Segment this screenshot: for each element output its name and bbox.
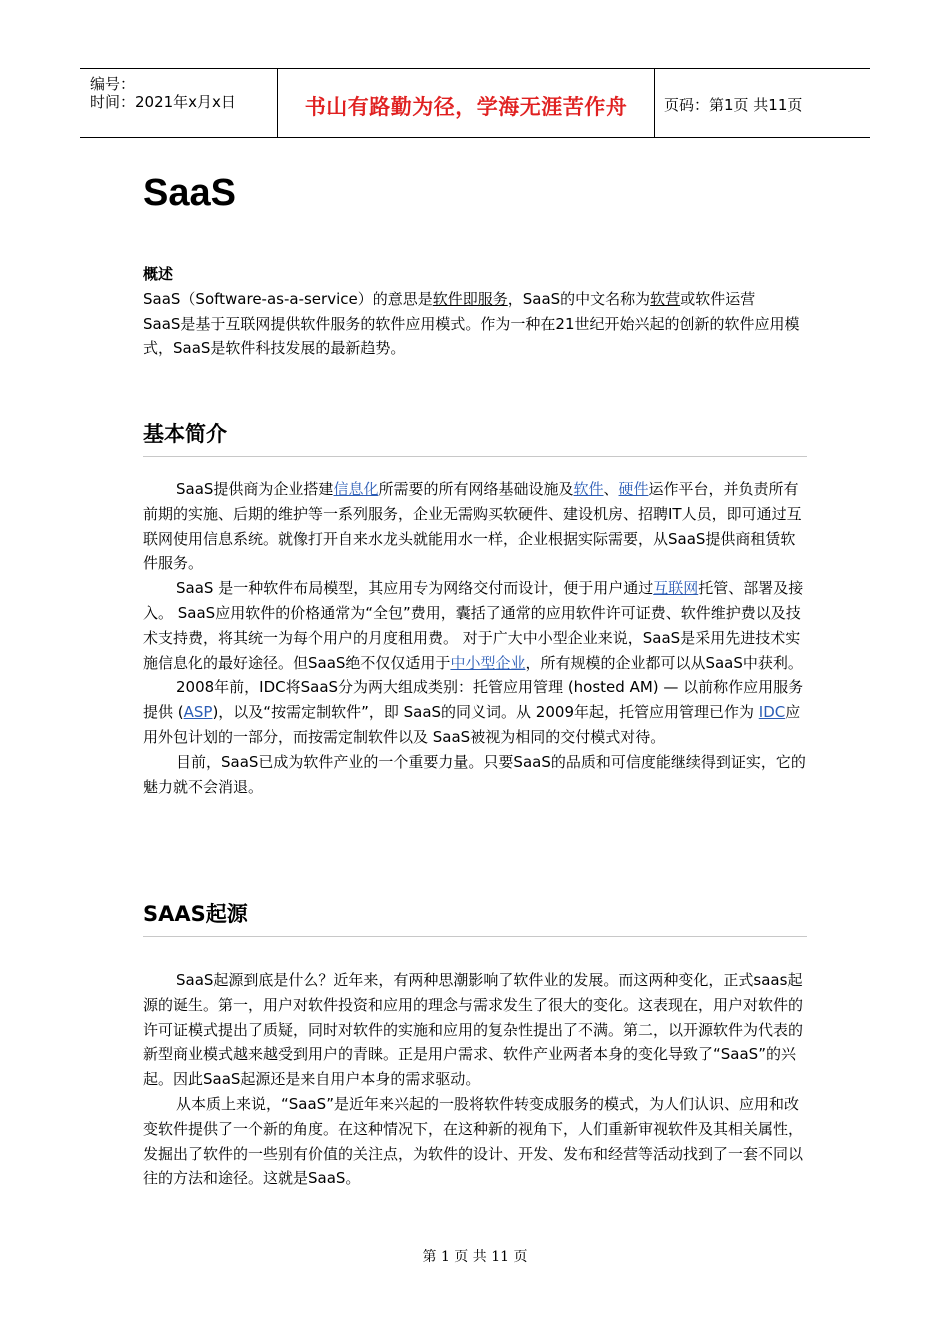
- origin-paragraph-2: 从本质上来说，“SaaS”是近年来兴起的一股将软件转变成服务的模式，为人们认识、应用和改变软件提供了一个新的角度。在这种情况下，在这种新的视角下，人们重新审视软件及其相关属性，发掘出了软件的一些别有价值的关注点，为软件的设计、开发、发布和经营等活动找到了一套不同以往的方法和途径。这就是SaaS。: [143, 1094, 804, 1188]
- text-run: )，以及“按需定制软件”，即 SaaS的同义词。从 2009年起，托管应用管理已作为: [212, 703, 759, 722]
- link-asp[interactable]: ASP: [183, 703, 213, 722]
- intro-paragraph-2: [143, 576, 807, 675]
- page-header: [80, 68, 870, 138]
- text-run: SaaS（Software-as-a-service）的意思是: [143, 289, 433, 308]
- link-ruanying[interactable]: 软营: [650, 289, 681, 308]
- link-software[interactable]: 软件: [573, 480, 604, 498]
- text-run: 运作平台，并负责所有前期的实施、后期的维护等一系列服务，企业无需购买软硬件、建设机房、招聘IT人员，即可通过互联网使用信息系统。就像打开自来水龙头就能用水一样，企业根据实际需要，从SaaS提供商租赁软件服务。: [143, 480, 802, 573]
- text-run: 托管、部署及接入。 SaaS应用软件的价格通常为“全包”费用，囊括了通常的应用软件许可证费、软件维护费以及技术支持费，将其统一为每个用户的月度租用费。 对于广大中小型企业来说，SaaS是采用先进技术实施信息化的最好途径。但SaaS绝不仅仅适用于: [143, 579, 804, 672]
- document-number-label: 编号：: [90, 75, 136, 93]
- text-run: SaaS提供商为企业搭建: [176, 480, 334, 498]
- header-motto: 书山有路勤为径，学海无涯苦作舟: [304, 94, 628, 119]
- text-run: 所需要的所有网络基础设施及: [378, 480, 574, 498]
- intro-paragraph-3: [143, 675, 807, 749]
- origin-section: [143, 968, 807, 1191]
- text-run: 或软件运营: [680, 289, 756, 308]
- text-run: 应用外包计划的一部分，而按需定制软件以及 SaaS被视为相同的交付模式对待。: [143, 703, 801, 746]
- overview-paragraph-2: SaaS是基于互联网提供软件服务的软件应用模式。作为一种在21世纪开始兴起的创新的软件应用模式，SaaS是软件科技发展的最新趋势。: [143, 314, 800, 358]
- text-run: 、: [603, 480, 619, 498]
- text-run: 2008年前，IDC将SaaS分为两大组成类别：托管应用管理 (hosted AM) — 以前称作应用服务提供 (: [143, 678, 804, 722]
- text-run: ，所有规模的企业都可以从SaaS中获利。: [525, 653, 803, 672]
- overview-paragraph-1: [143, 287, 807, 312]
- header-page-cell: [655, 69, 870, 137]
- link-software-as-service[interactable]: 软件即服务: [432, 289, 508, 308]
- header-motto-cell: [278, 69, 655, 137]
- overview-heading: 概述: [143, 265, 174, 283]
- header-page-info: 页码：第1页 共11页: [664, 96, 803, 114]
- text-run: SaaS 是一种软件布局模型，其应用专为网络交付而设计，便于用户通过: [176, 579, 654, 598]
- link-hardware[interactable]: 硬件: [618, 480, 649, 498]
- section-heading-origin: SAAS起源: [143, 898, 807, 937]
- intro-paragraph-1: [143, 477, 807, 576]
- intro-section: [143, 477, 807, 799]
- section-heading-intro: 基本简介: [143, 418, 807, 457]
- header-meta-cell: [80, 69, 278, 137]
- intro-paragraph-4: 目前，SaaS已成为软件产业的一个重要力量。只要SaaS的品质和可信度能继续得到证实，它的魅力就不会消退。: [143, 752, 806, 796]
- overview-section: [143, 262, 807, 361]
- page-footer: 第 1 页 共 11 页: [422, 1249, 528, 1265]
- link-informatization[interactable]: 信息化: [333, 480, 379, 498]
- origin-paragraph-1: SaaS起源到底是什么？近年来，有两种思潮影响了软件业的发展。而这两种变化，正式saas起源的诞生。第一，用户对软件投资和应用的理念与需求发生了很大的变化。这表现在，用户对软件的许可证模式提出了质疑，同时对软件的实施和应用的复杂性提出了不满。第二，以开源软件为代表的新型商业模式越来越受到用户的青睐。正是用户需求、软件产业两者本身的变化导致了“SaaS”的兴起。因此SaaS起源还是来自用户本身的需求驱动。: [143, 971, 804, 1089]
- link-sme[interactable]: 中小型企业: [450, 653, 526, 672]
- document-time-label: 时间：2021年x月x日: [90, 93, 236, 111]
- text-run: ，SaaS的中文名称为: [507, 289, 651, 308]
- link-internet[interactable]: 互联网: [653, 579, 699, 598]
- link-idc[interactable]: IDC: [758, 703, 786, 722]
- document-title: SaaS: [143, 172, 236, 214]
